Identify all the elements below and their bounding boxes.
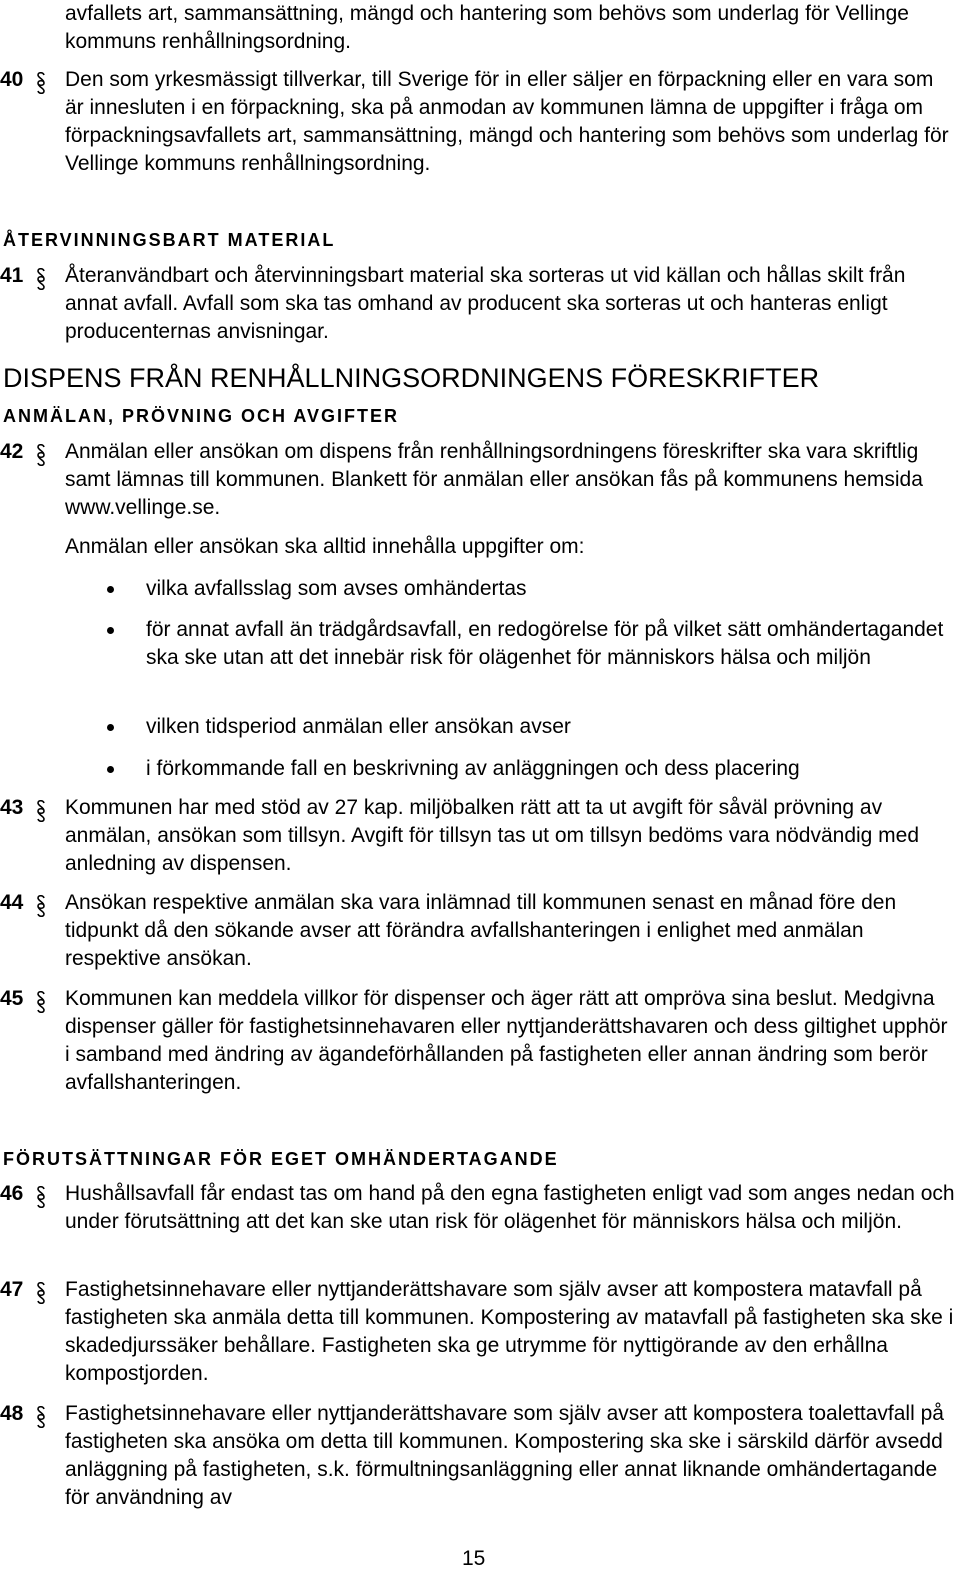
heading-forutsattningar: FÖRUTSÄTTNINGAR FÖR EGET OMHÄNDERTAGANDE [3, 1149, 559, 1169]
paragraph-number: 43 [0, 796, 24, 819]
bullet-icon [107, 724, 114, 731]
heading-dispens: DISPENS FRÅN RENHÅLLNINGSORDNINGENS FÖRESKRIFTER [3, 363, 820, 393]
section-sign-icon [36, 895, 46, 917]
section-sign-icon [36, 1186, 46, 1208]
paragraph-number: 45 [0, 987, 24, 1010]
paragraph-number: 41 [0, 264, 24, 287]
paragraph-number: 44 [0, 891, 24, 914]
paragraph-text: Kommunen har med stöd av 27 kap. miljöbalken rätt att ta ut avgift för såväl prövning av anmälan, ansökan som tillsyn. Avgift för tillsyn tas ut om tillsyn bedöms vara nödvändig med anledning av dispensen. [65, 796, 920, 875]
paragraph-text: Ansökan respektive anmälan ska vara inlämnad till kommunen senast en månad före den tidpunkt då den sökande avser att förändra avfallshanteringen i enlighet med anmälan respektive ansökan. [65, 891, 897, 970]
list-item-text: för annat avfall än trädgårdsavfall, en redogörelse för på vilket sätt omhändertagandet ska ske utan att det innebär risk för olägenhet för människors hälsa och miljön [146, 618, 944, 669]
list-item-text: vilka avfallsslag som avses omhändertas [146, 577, 527, 600]
paragraph-text: Fastighetsinnehavare eller nyttjanderättshavare som själv avser att kompostera toalettavfall på fastigheten ska ansöka om detta till kommunen. Kompostering ska ske i särskild därför avsedd anläggning på fastigheten, s.k. förmultningsanläggning eller annat liknande omhändertagande för användning av [65, 1402, 944, 1509]
paragraph-number: 47 [0, 1278, 24, 1301]
list-intro-text: Anmälan eller ansökan ska alltid innehålla uppgifter om: [65, 535, 585, 558]
bullet-icon [107, 766, 114, 773]
paragraph-text: Hushållsavfall får endast tas om hand på den egna fastigheten enligt vad som anges nedan och under förutsättning att det kan ske utan risk för olägenhet för människors hälsa och miljön. [65, 1182, 955, 1233]
heading-atervinningsbart-material: ÅTERVINNINGSBART MATERIAL [3, 230, 336, 250]
heading-anmalan-provning-avgifter: ANMÄLAN, PRÖVNING OCH AVGIFTER [3, 406, 399, 426]
page-number: 15 [462, 1547, 486, 1570]
bullet-icon [107, 586, 114, 593]
section-sign-icon [36, 268, 46, 290]
bullet-icon [107, 627, 114, 634]
paragraph-number: 42 [0, 440, 24, 463]
list-item-text: i förkommande fall en beskrivning av anläggningen och dess placering [146, 757, 800, 780]
list-item-text: vilken tidsperiod anmälan eller ansökan avser [146, 715, 571, 738]
section-sign-icon [36, 444, 46, 466]
section-sign-icon [36, 1406, 46, 1428]
paragraph-text: Kommunen kan meddela villkor för dispenser och äger rätt att ompröva sina beslut. Medgivna dispenser gäller för fastighetsinnehavaren eller nyttjanderättshavaren och dess giltighet upphör i samband med ändring av ägandeförhållanden på fastigheten eller annan ändring som berör avfallshanteringen. [65, 987, 948, 1094]
section-sign-icon [36, 1282, 46, 1304]
section-sign-icon [36, 800, 46, 822]
section-sign-icon [36, 991, 46, 1013]
paragraph-text: Den som yrkesmässigt tillverkar, till Sverige för in eller säljer en förpackning eller en vara som är innesluten i en förpackning, ska på anmodan av kommunen lämna de uppgifter i fråga om förpackningsavfallets art, sammansättning, mängd och hantering som behövs som underlag för Vellinge kommuns renhållningsordning. [65, 68, 949, 175]
paragraph-text: Anmälan eller ansökan om dispens från renhållningsordningens föreskrifter ska vara skriftlig samt lämnas till kommunen. Blankett för anmälan eller ansökan fås på kommunens hemsida www.vellinge.se. [65, 440, 923, 519]
paragraph-text: Återanvändbart och återvinningsbart material ska sorteras ut vid källan och hållas skilt från annat avfall. Avfall som ska tas omhand av producent ska sorteras ut och hanteras enligt producenternas anvisningar. [65, 264, 906, 343]
paragraph-text: Fastighetsinnehavare eller nyttjanderättshavare som själv avser att kompostera matavfall på fastigheten ska anmäla detta till kommunen. Kompostering av matavfall på fastigheten ska ske i skadedjurssäker behållare. Fastigheten ska ge utrymme för nyttigörande av den erhållna kompostjorden. [65, 1278, 954, 1385]
paragraph-number: 40 [0, 68, 24, 91]
paragraph-number: 48 [0, 1402, 24, 1425]
paragraph-number: 46 [0, 1182, 24, 1205]
intro-tail-text: avfallets art, sammansättning, mängd och hantering som behövs som underlag för Vellinge kommuns renhållningsordning. [65, 2, 909, 53]
section-sign-icon [36, 72, 46, 94]
